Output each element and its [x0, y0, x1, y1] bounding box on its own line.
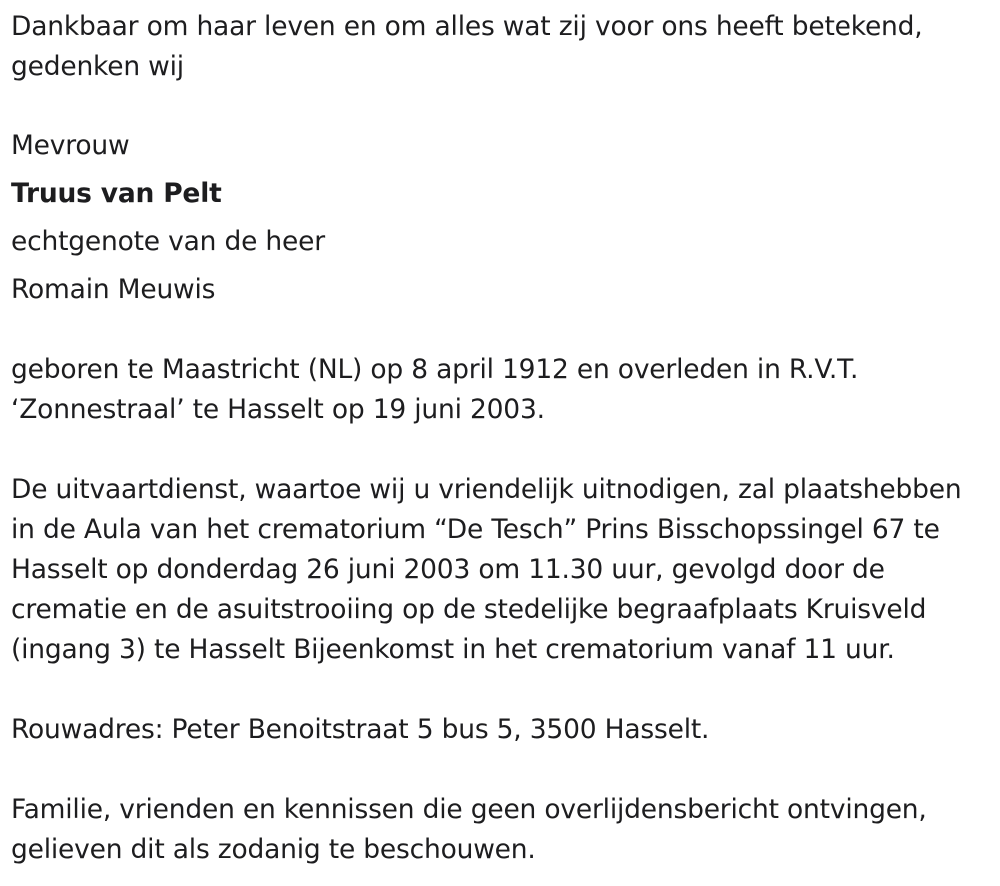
service-line-1: De uitvaartdienst, waartoe wij u vriendelijk uitnodigen, zal plaatshebben	[11, 474, 962, 505]
service-line-2: in de Aula van het crematorium “De Tesch” Prins Bisschopssingel 67 te	[11, 514, 940, 545]
birth-death-line-1: geboren te Maastricht (NL) op 8 april 1912 en overleden in R.V.T.	[11, 354, 859, 385]
honorific-title: Mevrouw	[11, 130, 130, 161]
closing-line-1: Familie, vrienden en kennissen die geen overlijdensbericht ontvingen,	[11, 794, 927, 825]
spouse-line-1: echtgenote van de heer	[11, 226, 325, 257]
closing-line-2: gelieven dit als zodanig te beschouwen.	[11, 834, 536, 865]
service-line-4: crematie en de asuitstrooiing op de stedelijke begraafplaats Kruisveld	[11, 594, 927, 625]
birth-death-line-2: ‘Zonnestraal’ te Hasselt op 19 juni 2003.	[11, 394, 545, 425]
service-line-5: (ingang 3) te Hasselt Bijeenkomst in het crematorium vanaf 11 uur.	[11, 634, 895, 665]
intro-line-1: Dankbaar om haar leven en om alles wat zij voor ons heeft betekend,	[11, 11, 923, 42]
deceased-name: Truus van Pelt	[11, 178, 222, 209]
service-line-3: Hasselt op donderdag 26 juni 2003 om 11.30 uur, gevolgd door de	[11, 554, 885, 585]
spouse-line-2: Romain Meuwis	[11, 274, 216, 305]
address-line: Rouwadres: Peter Benoitstraat 5 bus 5, 3500 Hasselt.	[11, 714, 710, 745]
intro-line-2: gedenken wij	[11, 51, 184, 82]
